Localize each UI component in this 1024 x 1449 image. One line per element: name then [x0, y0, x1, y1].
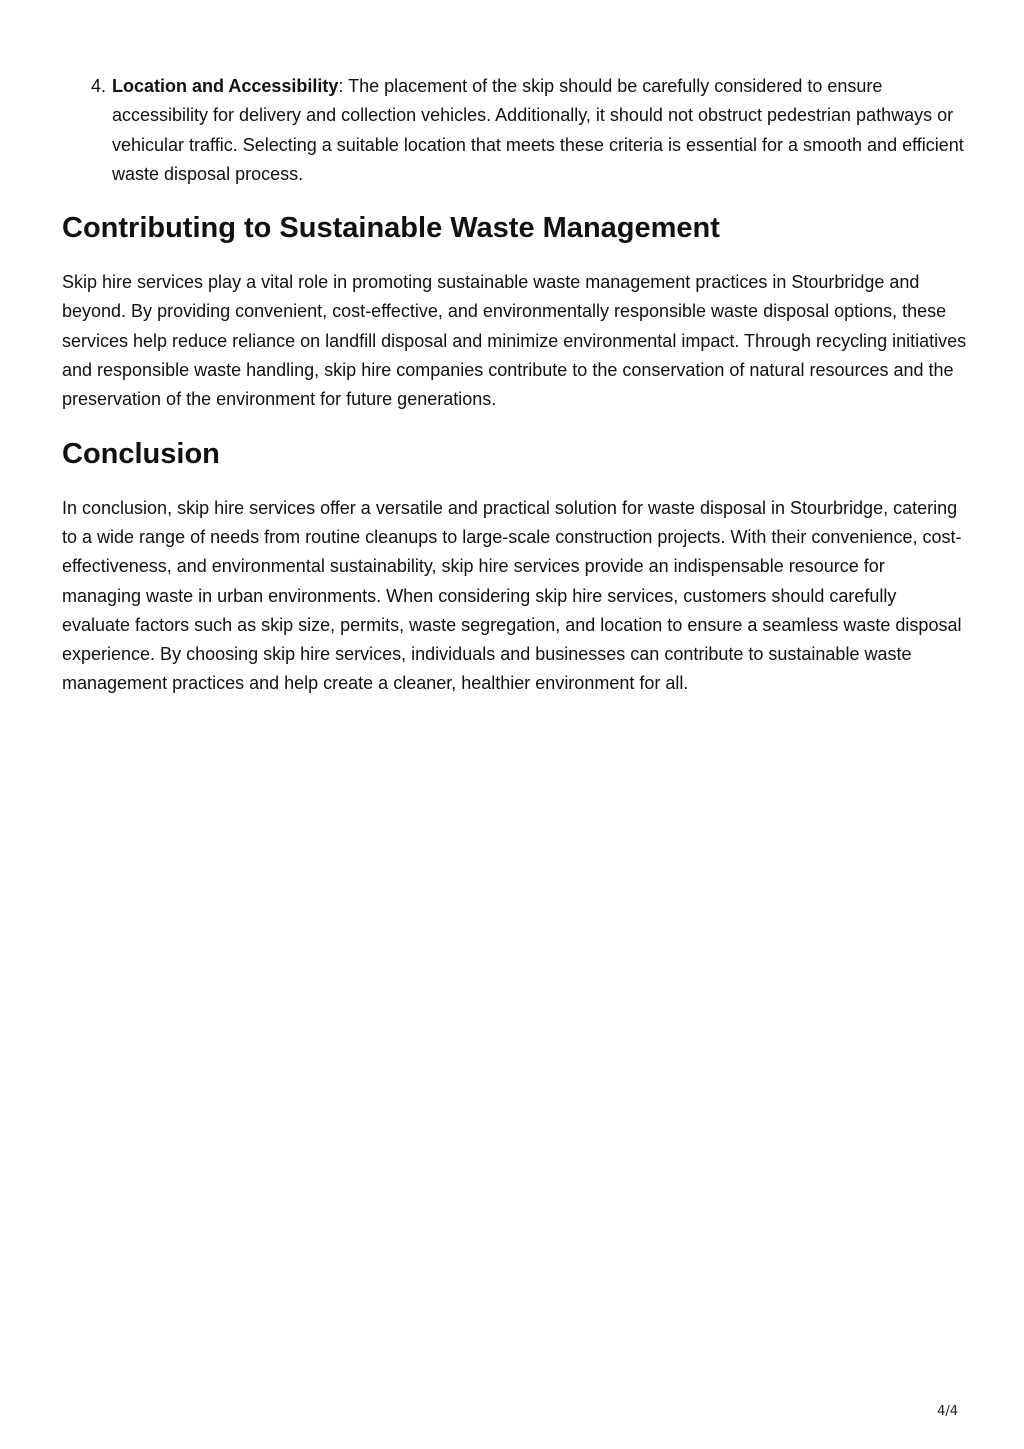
- page-number: 4/4: [937, 1404, 958, 1419]
- list-item-description: : The placement of the skip should be carefully considered to ensure accessibility for delivery and collection vehicles. Additionally, it should not obstruct pedestrian pathways or vehicular traffic. Selecting a suitable location that meets these criteria is essential for a smooth and efficient waste disposal process.: [112, 76, 964, 184]
- section-paragraph-conclusion: In conclusion, skip hire services offer a versatile and practical solution for waste disposal in Stourbridge, catering to a wide range of needs from routine cleanups to large-scale construction projects. With their convenience, cost-effectiveness, and environmental sustainability, skip hire services provide an indispensable resource for managing waste in urban environments. When considering skip hire services, customers should carefully evaluate factors such as skip size, permits, waste segregation, and location to ensure a seamless waste disposal experience. By choosing skip hire services, individuals and businesses can contribute to sustainable waste management practices and help create a cleaner, healthier environment for all.: [62, 497, 962, 694]
- section-paragraph-contributing: Skip hire services play a vital role in promoting sustainable waste management practices in Stourbridge and beyond. By providing convenient, cost-effective, and environmentally responsible waste disposal options, these services help reduce reliance on landfill disposal and minimize environmental impact. Through recycling initiatives and responsible waste handling, skip hire companies contribute to the conservation of natural resources and the preservation of the environment for future generations.: [62, 272, 967, 410]
- section-heading-contributing: Contributing to Sustainable Waste Management: [62, 212, 720, 245]
- document-page: [62, 72, 968, 699]
- section-heading-conclusion: Conclusion: [62, 437, 220, 470]
- list-item-bold-label: Location and Accessibility: [112, 76, 339, 96]
- list-item-text: [112, 72, 968, 189]
- list-item-location-accessibility: [62, 72, 968, 189]
- list-item-number: 4.: [90, 76, 106, 96]
